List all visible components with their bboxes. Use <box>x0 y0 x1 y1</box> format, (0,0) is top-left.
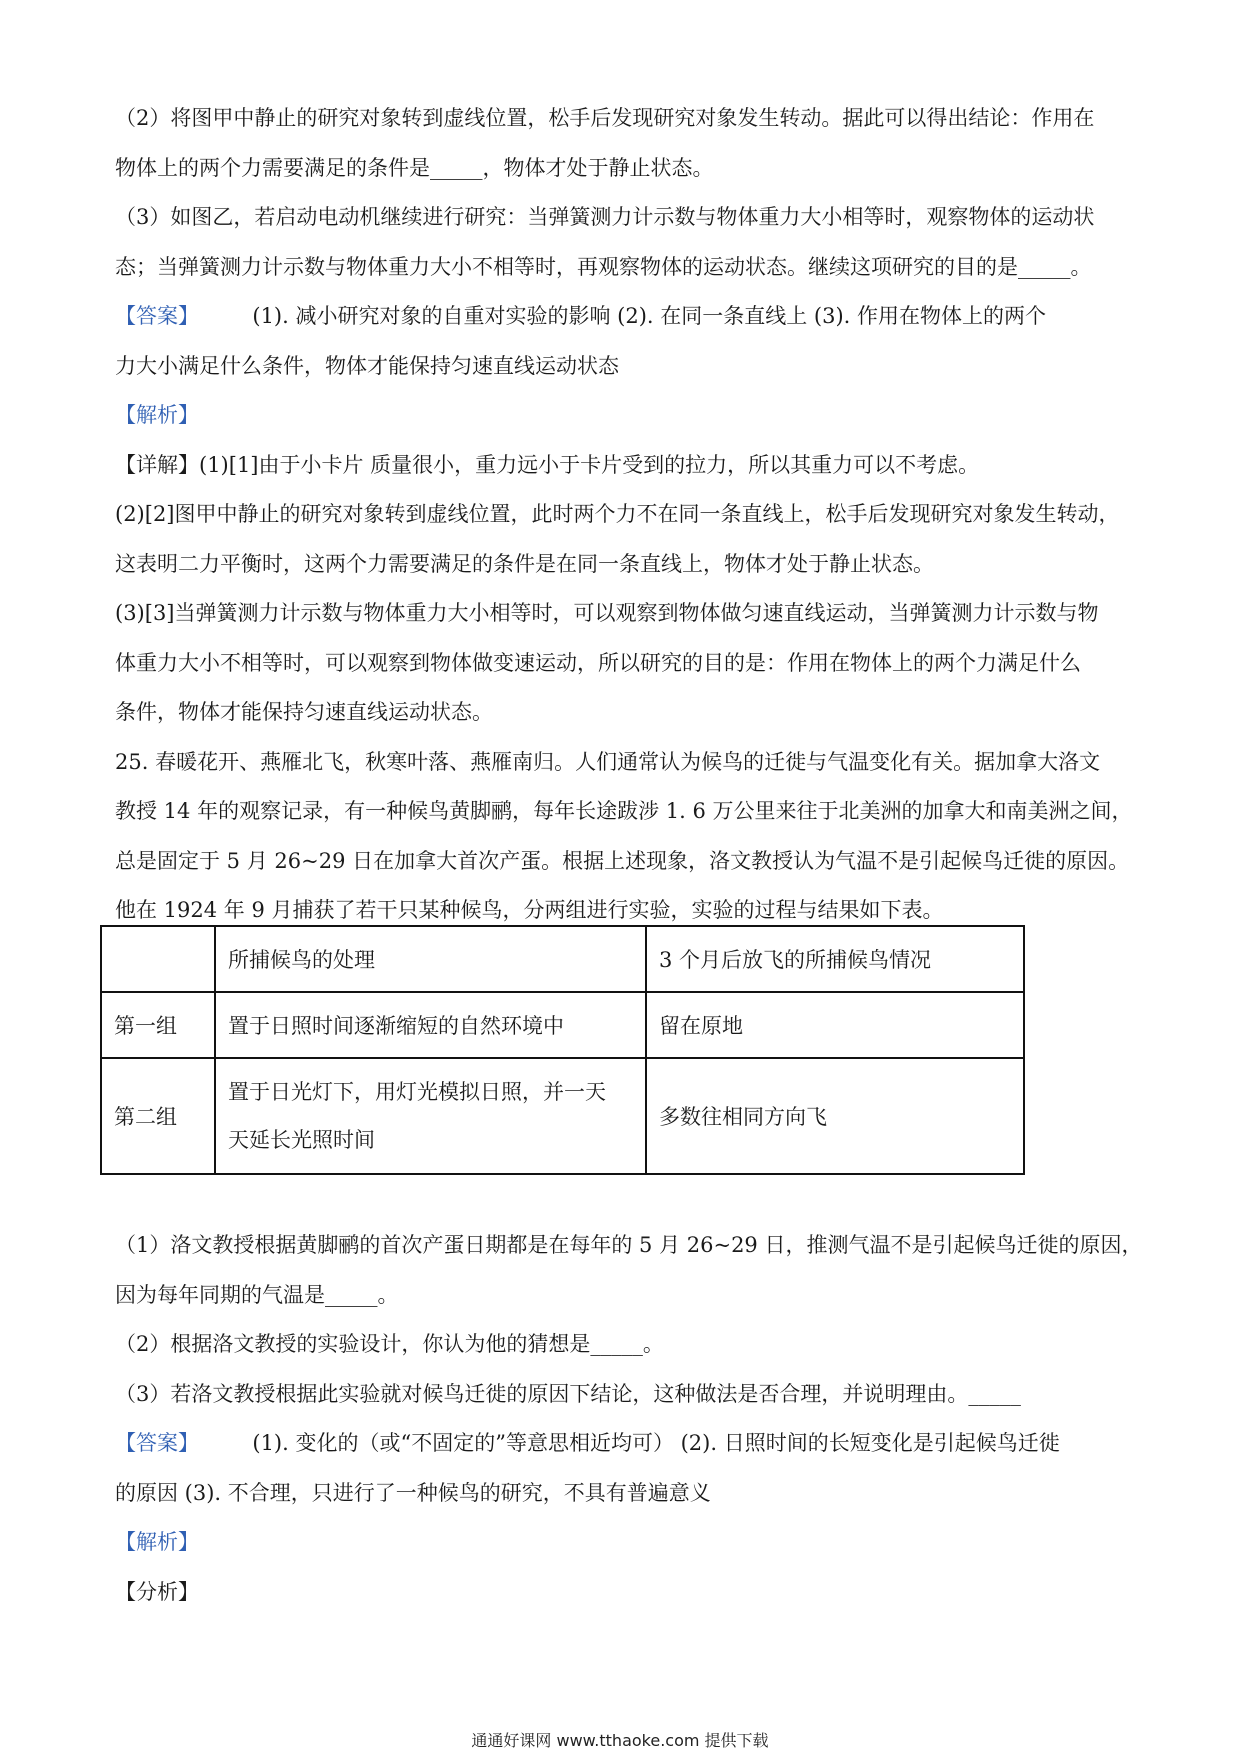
text-line: 因为每年同期的气温是_____。 <box>115 1283 399 1307</box>
table-header-cell: 所捕候鸟的处理 <box>215 926 646 992</box>
experiment-table <box>100 925 1025 1175</box>
text-line: 体重力大小不相等时，可以观察到物体做变速运动，所以研究的目的是：作用在物体上的两个力满足什么 <box>115 651 1081 675</box>
text-line: 物体上的两个力需要满足的条件是_____，物体才处于静止状态。 <box>115 156 714 180</box>
table-cell: 留在原地 <box>646 992 1024 1058</box>
detail-text: (1)[1]由于小卡片 质量很小，重力远小于卡片受到的拉力，所以其重力可以不考虑。 <box>199 453 980 477</box>
analysis-tag: 【解析】 <box>115 1530 199 1554</box>
text-line: 条件，物体才能保持匀速直线运动状态。 <box>115 700 493 724</box>
text-line: (2)[2]图甲中静止的研究对象转到虚线位置，此时两个力不在同一条直线上，松手后发现研究对象发生转动， <box>115 502 1120 526</box>
page-footer: 通通好课网 www.tthaoke.com 提供下载 <box>471 1731 769 1750</box>
answer-tag: 【答案】 <box>115 1431 199 1455</box>
text-line: 总是固定于 5 月 26~29 日在加拿大首次产蛋。根据上述现象，洛文教授认为气温不是引起候鸟迁徙的原因。 <box>115 849 1130 873</box>
answer-text: (1). 变化的（或“不固定的”等意思相近均可） (2). 日照时间的长短变化是引起候鸟迁徙 <box>252 1431 1060 1455</box>
table-header-cell: 3 个月后放飞的所捕候鸟情况 <box>646 926 1024 992</box>
table-cell: 置于日光灯下，用灯光模拟日照，并一天 天延长光照时间 <box>215 1058 646 1174</box>
text-line: 教授 14 年的观察记录，有一种候鸟黄脚鹂，每年长途跋涉 1. 6 万公里来往于北美洲的加拿大和南美洲之间， <box>115 799 1133 823</box>
answer-tag: 【答案】 <box>115 304 199 328</box>
text-line: 这表明二力平衡时，这两个力需要满足的条件是在同一条直线上，物体才处于静止状态。 <box>115 552 934 576</box>
analysis-tag: 【解析】 <box>115 403 199 427</box>
fenxi-tag: 【分析】 <box>115 1580 199 1604</box>
text-line: （3）若洛文教授根据此实验就对候鸟迁徙的原因下结论，这种做法是否合理，并说明理由。_____ <box>115 1382 1021 1406</box>
text-line: （2）根据洛文教授的实验设计，你认为他的猜想是_____。 <box>115 1332 664 1356</box>
text-line: （2）将图甲中静止的研究对象转到虚线位置，松手后发现研究对象发生转动。据此可以得出结论：作用在 <box>115 106 1095 130</box>
detail-line <box>115 450 1135 480</box>
text-line: 力大小满足什么条件，物体才能保持匀速直线运动状态 <box>115 354 619 378</box>
text-line: 态；当弹簧测力计示数与物体重力大小不相等时，再观察物体的运动状态。继续这项研究的目的是_____。 <box>115 255 1092 279</box>
answer-line <box>115 301 1135 331</box>
table-row <box>101 992 1024 1058</box>
table-cell: 置于日照时间逐渐缩短的自然环境中 <box>215 992 646 1058</box>
text-line: 的原因 (3). 不合理，只进行了一种候鸟的研究，不具有普遍意义 <box>115 1481 711 1505</box>
text-line: 他在 1924 年 9 月捕获了若干只某种候鸟，分两组进行实验，实验的过程与结果如下表。 <box>115 898 944 922</box>
text-line: （1）洛文教授根据黄脚鹂的首次产蛋日期都是在每年的 5 月 26~29 日，推测气温不是引起候鸟迁徙的原因， <box>115 1233 1143 1257</box>
table-cell <box>101 926 215 992</box>
table-cell: 多数往相同方向飞 <box>646 1058 1024 1174</box>
table-header-row <box>101 926 1024 992</box>
detail-tag: 【详解】 <box>115 453 199 477</box>
question-25-line: 25. 春暖花开、燕雁北飞，秋寒叶落、燕雁南归。人们通常认为候鸟的迁徙与气温变化有关。据加拿大洛文 <box>115 750 1101 774</box>
table-cell: 第一组 <box>101 992 215 1058</box>
table-cell: 第二组 <box>101 1058 215 1174</box>
table-row <box>101 1058 1024 1174</box>
text-line: （3）如图乙，若启动电动机继续进行研究：当弹簧测力计示数与物体重力大小相等时，观察物体的运动状 <box>115 205 1095 229</box>
answer-line <box>115 1428 1135 1458</box>
text-line: (3)[3]当弹簧测力计示数与物体重力大小相等时，可以观察到物体做匀速直线运动，当弹簧测力计示数与物 <box>115 601 1099 625</box>
answer-text: (1). 减小研究对象的自重对实验的影响 (2). 在同一条直线上 (3). 作用在物体上的两个 <box>252 304 1047 328</box>
